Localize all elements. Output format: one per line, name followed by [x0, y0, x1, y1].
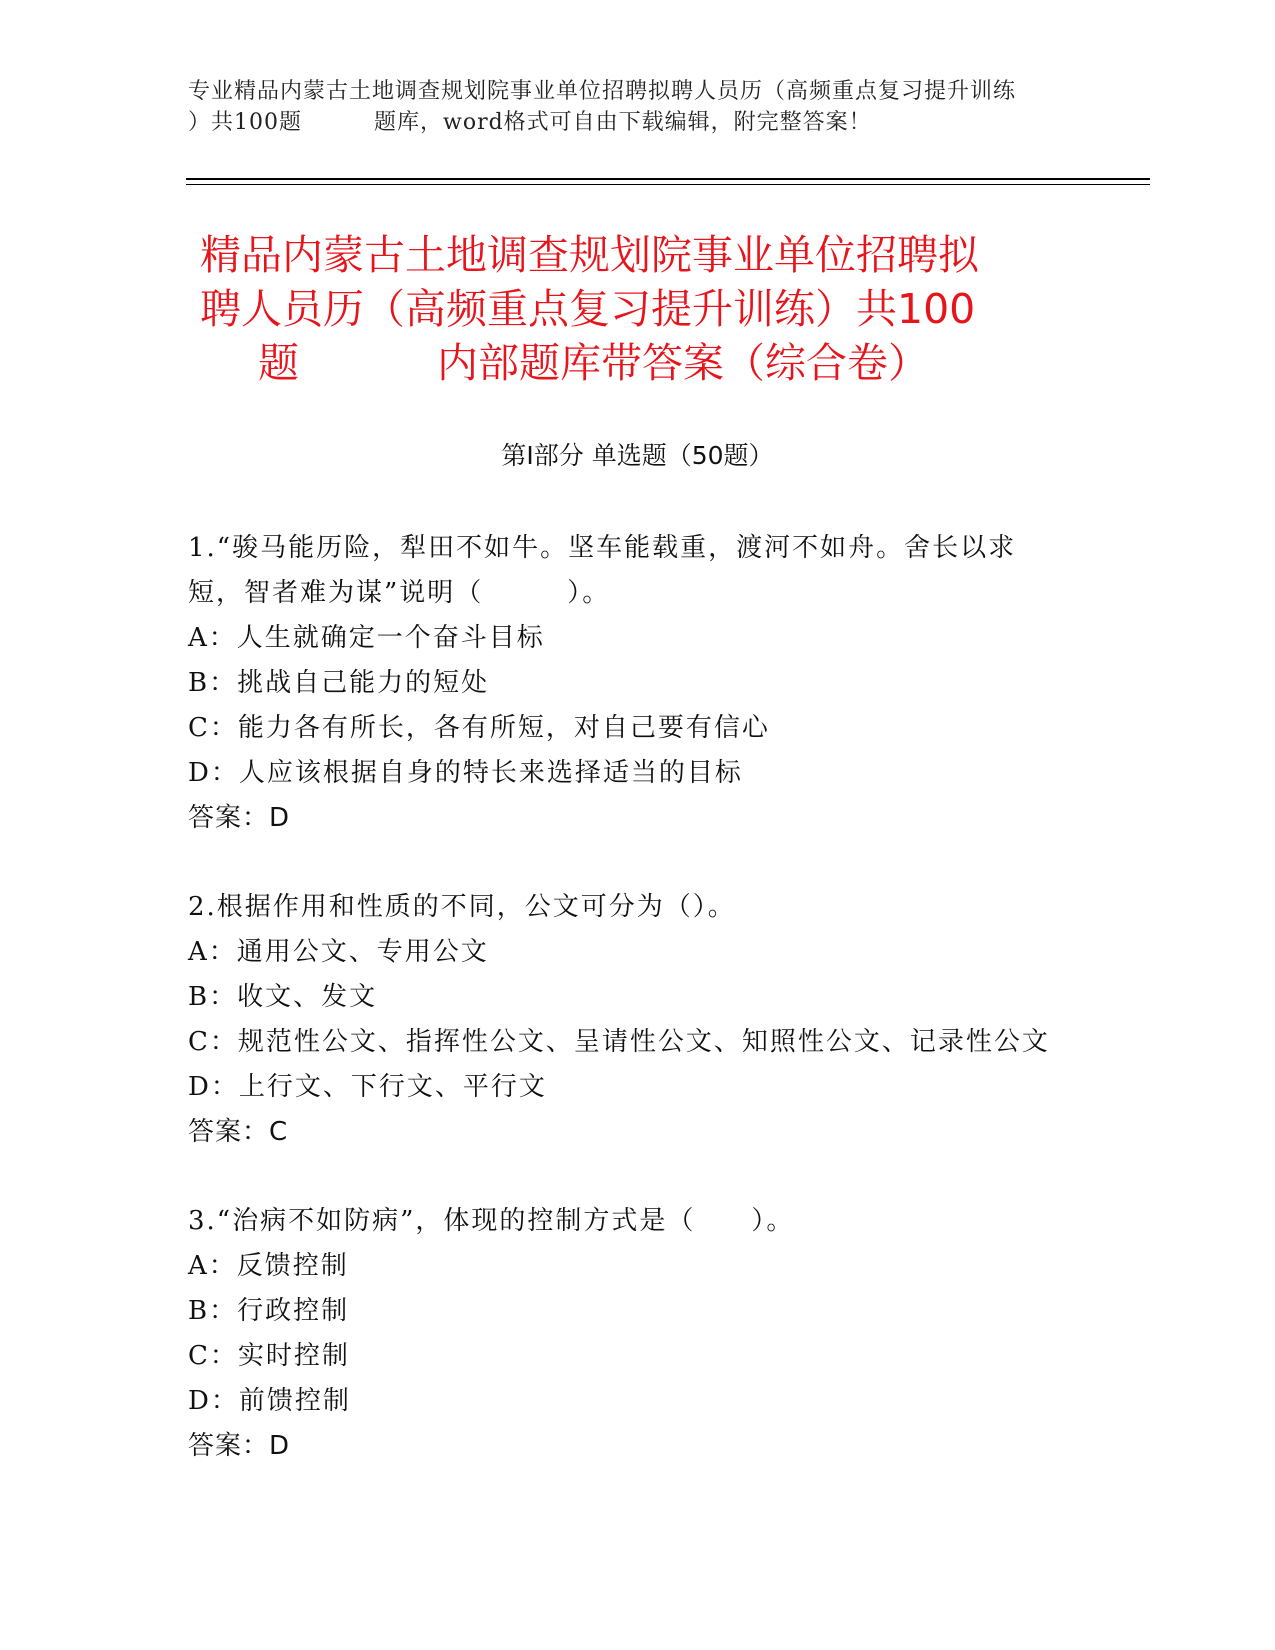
question-stem: 3.“治病不如防病”，体现的控制方式是（ ）。	[188, 1206, 795, 1236]
header-line-1: 专业精品内蒙古土地调查规划院事业单位招聘拟聘人员历（高频重点复习提升训练	[188, 79, 1017, 104]
title-line-2: 聘人员历（高频重点复习提升训练）共100	[200, 285, 976, 333]
question-stem-continued: 短，智者难为谋”说明（ ）。	[188, 578, 611, 608]
question-stem: 1.“骏马能历险，犁田不如牛。坚车能载重，渡河不如舟。舍长以求	[188, 533, 1017, 563]
option-d: D：前馈控制	[188, 1386, 351, 1416]
option-a: A：通用公文、专用公文	[188, 937, 489, 967]
question-2	[188, 885, 1068, 1155]
answer: 答案：D	[188, 1431, 291, 1461]
option-c: C：能力各有所长，各有所短，对自己要有信心	[188, 713, 770, 743]
question-stem: 2.根据作用和性质的不同，公文可分为（）。	[188, 892, 736, 922]
option-b: B：收文、发文	[188, 982, 378, 1012]
document-title	[200, 228, 1100, 390]
option-c: C：实时控制	[188, 1341, 350, 1371]
title-line-3	[200, 336, 1100, 390]
title-line-3-start: 题	[258, 339, 299, 387]
header-line-2	[188, 107, 1088, 138]
question-list	[188, 526, 1068, 1513]
question-1	[188, 526, 1068, 841]
option-b: B：行政控制	[188, 1296, 350, 1326]
answer: 答案：D	[188, 803, 291, 833]
header-divider-thin	[186, 184, 1150, 185]
option-a: A：反馈控制	[188, 1251, 349, 1281]
header-divider-thick	[186, 178, 1150, 180]
title-line-1: 精品内蒙古土地调查规划院事业单位招聘拟	[200, 231, 979, 279]
section-heading: 第Ⅰ部分 单选题（50题）	[501, 441, 774, 470]
option-a: A：人生就确定一个奋斗目标	[188, 623, 545, 653]
option-d: D：人应该根据自身的特长来选择适当的目标	[188, 758, 743, 788]
header-line-2-end: 题库，word格式可自由下载编辑，附完整答案！	[374, 110, 872, 135]
document-header	[188, 76, 1088, 138]
question-3	[188, 1199, 1068, 1469]
option-b: B：挑战自己能力的短处	[188, 668, 490, 698]
option-c: C：规范性公文、指挥性公文、呈请性公文、知照性公文、记录性公文	[188, 1027, 1050, 1057]
title-line-3-end: 内部题库带答案（综合卷）	[437, 339, 929, 387]
option-d: D：上行文、下行文、平行文	[188, 1072, 547, 1102]
header-line-2-start: ）共100题	[188, 110, 302, 135]
answer: 答案：C	[188, 1117, 289, 1147]
